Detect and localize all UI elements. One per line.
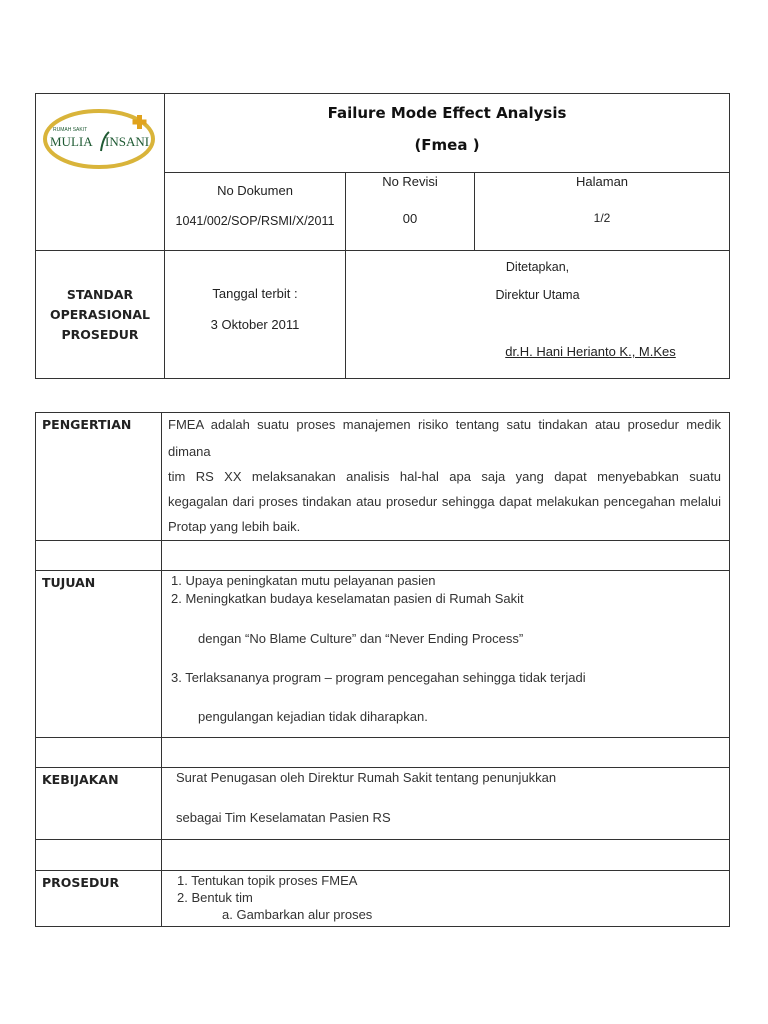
date-label: Tanggal terbit : xyxy=(212,286,298,301)
doc-number-value: 1041/002/SOP/RSMI/X/2011 xyxy=(175,214,335,228)
approver-name: dr.H. Hani Herianto K., M.Kes xyxy=(505,344,676,359)
revision-cell xyxy=(346,173,475,251)
tujuan-content xyxy=(162,571,730,738)
spacer-cell xyxy=(162,840,730,871)
page-value: 1/2 xyxy=(593,211,611,225)
kebijakan-line-1: Surat Penugasan oleh Direktur Rumah Sakit tentang penunjukkan xyxy=(176,770,557,785)
hospital-logo xyxy=(41,107,159,171)
document-title: Failure Mode Effect Analysis xyxy=(327,104,567,122)
kebijakan-line-2: sebagai Tim Keselamatan Pasien RS xyxy=(176,810,391,825)
page-cell xyxy=(475,173,730,251)
kebijakan-content xyxy=(162,768,730,840)
spacer-cell xyxy=(162,738,730,768)
spacer-cell xyxy=(36,840,162,871)
tujuan-item-2: 2. Meningkatkan budaya keselamatan pasien di Rumah Sakit xyxy=(171,591,524,606)
spacer-cell xyxy=(36,541,162,571)
prosedur-item-2: 2. Bentuk tim xyxy=(177,890,253,905)
approver-title: Direktur Utama xyxy=(495,288,580,302)
pengertian-content xyxy=(162,413,730,541)
pengertian-label: PENGERTIAN xyxy=(36,413,162,541)
tujuan-label: TUJUAN xyxy=(36,571,162,738)
approved-label: Ditetapkan, xyxy=(505,260,570,274)
sop-line-1: STANDAR xyxy=(66,286,134,302)
pengertian-line-4: Protap yang lebih baik. xyxy=(168,519,301,534)
tujuan-item-1: 1. Upaya peningkatan mutu pelayanan pasien xyxy=(171,573,436,588)
logo-name-left: MULIA xyxy=(50,134,93,149)
sop-line-2: OPERASIONAL xyxy=(49,306,150,322)
sop-cell xyxy=(36,251,165,379)
title-cell xyxy=(165,94,730,173)
spacer-cell xyxy=(162,541,730,571)
prosedur-item-1: 1. Tentukan topik proses FMEA xyxy=(177,873,358,888)
tujuan-item-2-cont: dengan “No Blame Culture” dan “Never Ending Process” xyxy=(198,631,524,646)
pengertian-line-1: FMEA adalah suatu proses manajemen risiko tentang satu tindakan atau prosedur medik dimana xyxy=(168,417,721,459)
spacer-cell xyxy=(36,738,162,768)
document-subtitle: (Fmea ) xyxy=(414,136,480,154)
doc-number-cell xyxy=(165,173,346,251)
pengertian-line-2: tim RS XX melaksanakan analisis hal-hal apa saja yang dapat menyebabkan suatu xyxy=(168,469,721,484)
sop-line-3: PROSEDUR xyxy=(61,326,139,342)
prosedur-label: PROSEDUR xyxy=(36,871,162,927)
document-header-table xyxy=(35,93,730,379)
tujuan-item-3-cont: pengulangan kejadian tidak diharapkan. xyxy=(198,709,428,724)
doc-number-label: No Dokumen xyxy=(217,183,293,198)
date-cell xyxy=(165,251,346,379)
date-value: 3 Oktober 2011 xyxy=(210,317,300,332)
kebijakan-label: KEBIJAKAN xyxy=(36,768,162,840)
revision-value: 00 xyxy=(402,211,418,226)
logo-cell xyxy=(36,94,165,251)
tujuan-item-3: 3. Terlaksananya program – program pencegahan sehingga tidak terjadi xyxy=(171,670,586,685)
page-label: Halaman xyxy=(576,174,629,189)
prosedur-item-2a: a. Gambarkan alur proses xyxy=(222,907,373,922)
prosedur-content xyxy=(162,871,730,927)
pengertian-line-3: kegagalan dari proses tindakan atau prosedur sehingga dapat melakukan pencegahan melalui xyxy=(168,494,721,509)
revision-label: No Revisi xyxy=(382,174,438,189)
approval-cell xyxy=(346,251,730,379)
sop-content-table xyxy=(35,412,730,927)
logo-small-text: RUMAH SAKIT xyxy=(53,127,88,133)
logo-name-right: INSANI xyxy=(105,134,150,149)
